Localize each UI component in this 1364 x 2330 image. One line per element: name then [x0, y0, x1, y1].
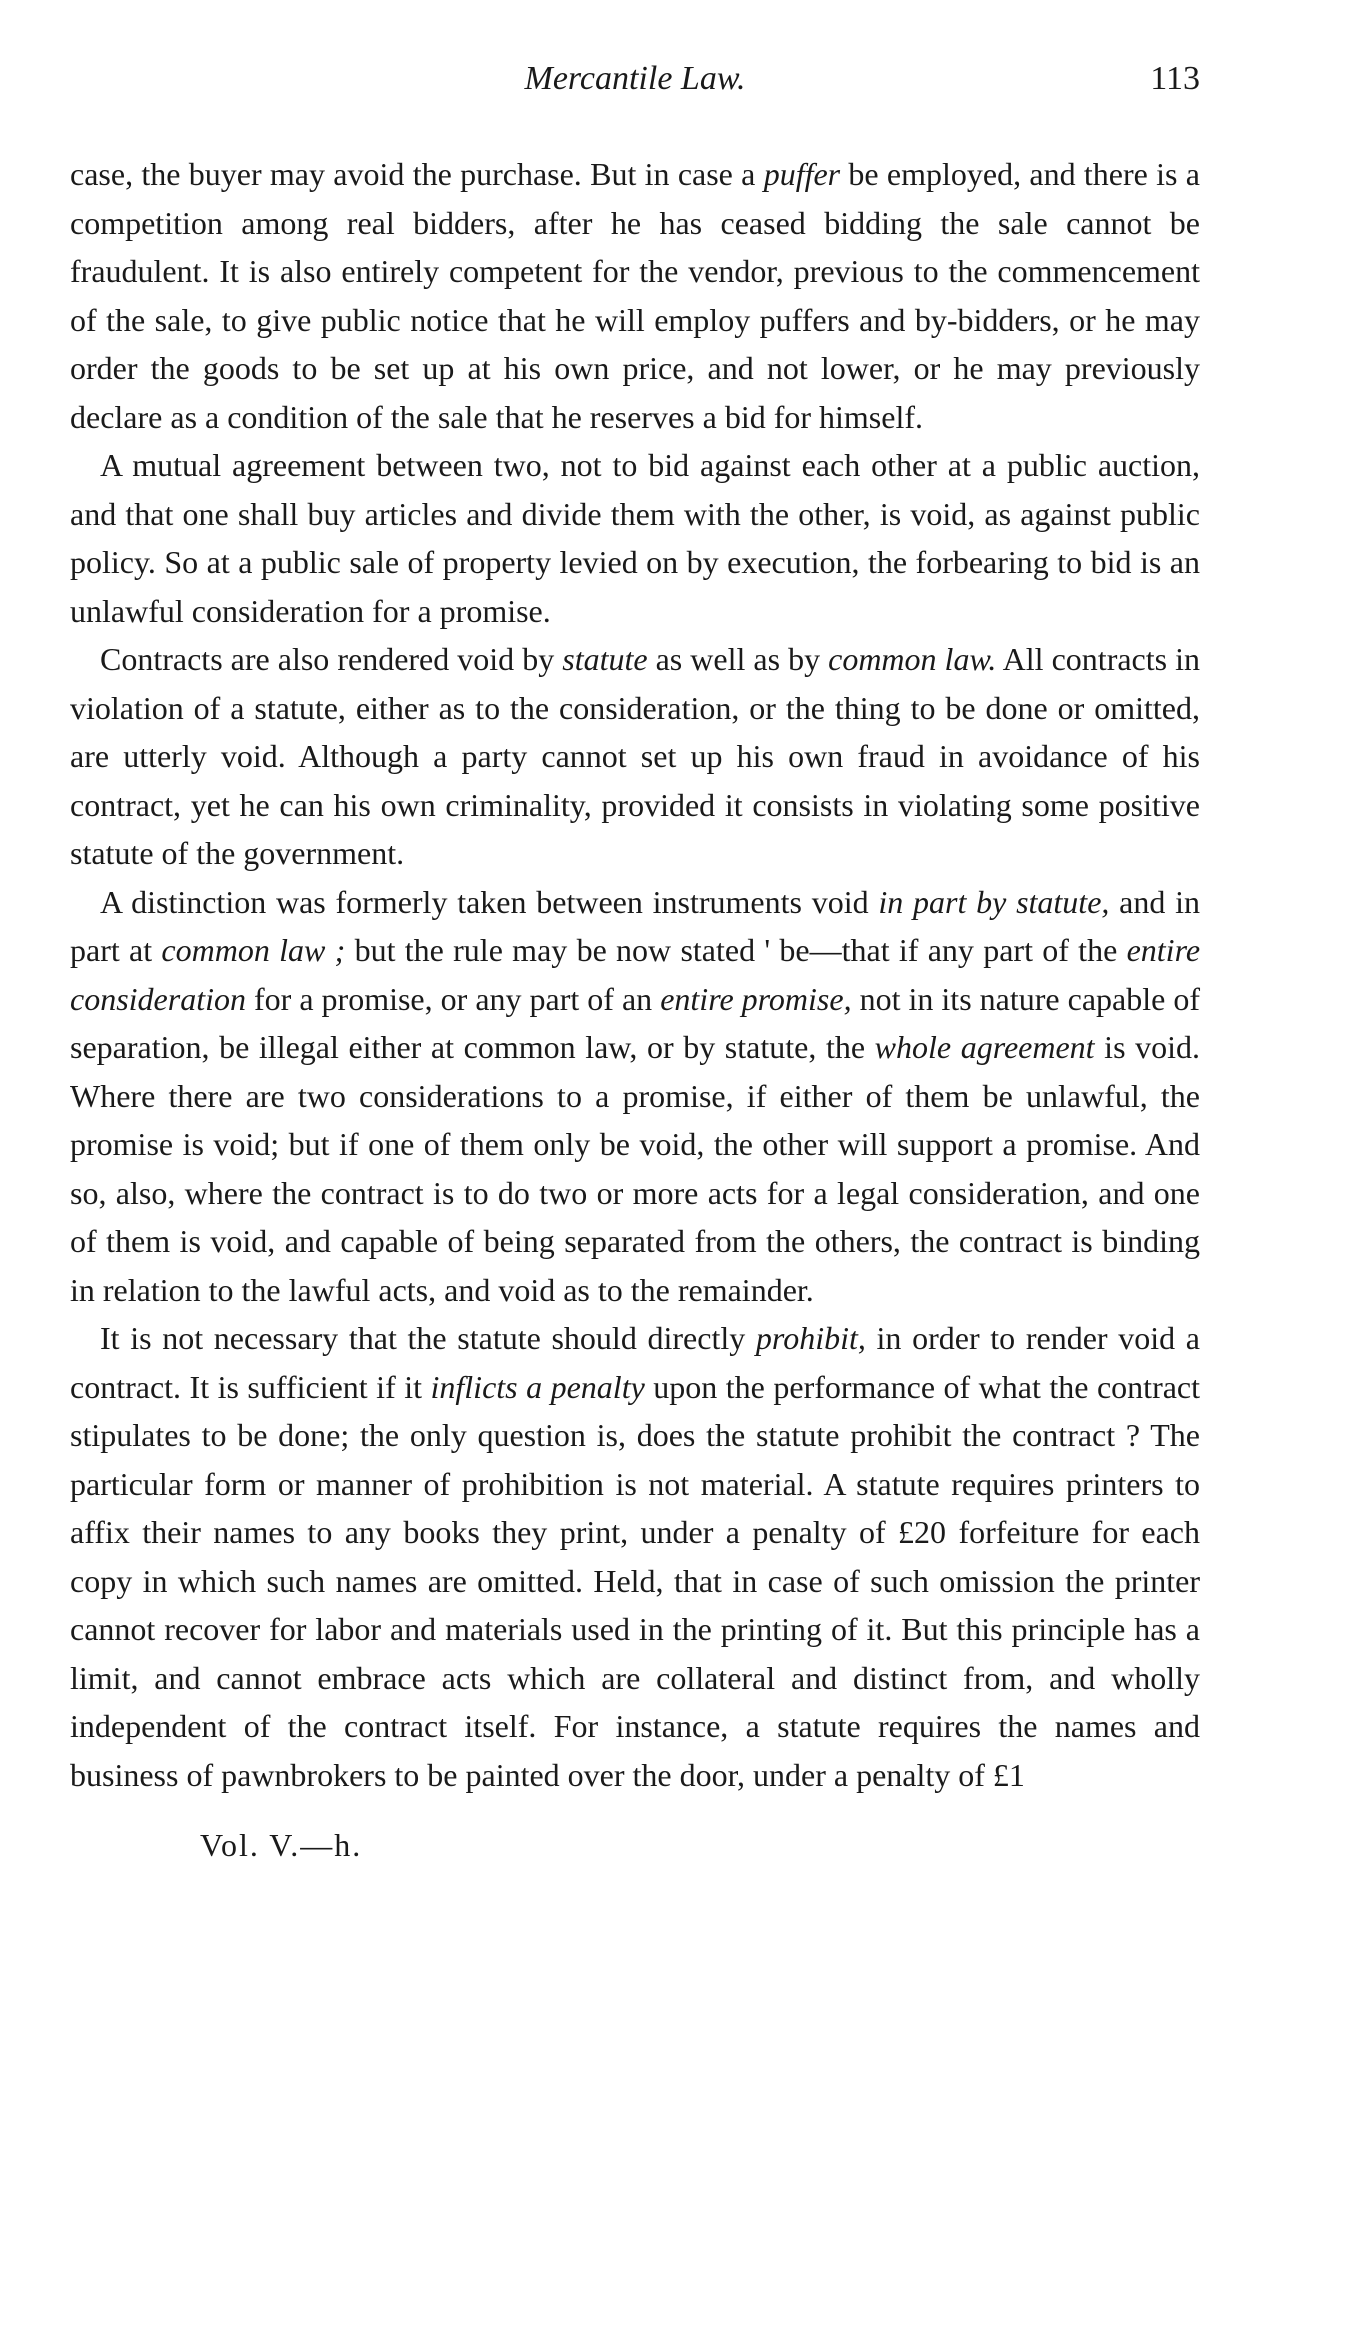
text-segment: Contracts are also rendered void by	[100, 641, 563, 677]
paragraph-2	[70, 441, 1200, 635]
paragraph-3	[70, 635, 1200, 878]
text-segment: upon the performance of what the contract stipulates to be done; the only question is, does the statute prohibit the contract ? The particular form or manner of prohibition is not material. A statute requires printers to affix their names to any books they print, under a penalty of £20 forfeiture for each copy in which such names are omitted. Held, that in case of such omission the printer cannot recover for labor and materials used in the printing of it. But this principle has a limit, and cannot embrace acts which are collateral and distinct from, and wholly independent of the contract itself. For instance, a statute requires the names and business of pawnbrokers to be painted over the door, under a penalty of £1	[70, 1368, 1201, 1793]
text-segment-italic: in part by statute,	[878, 883, 1110, 920]
running-title: Mercantile Law.	[524, 60, 746, 97]
text-segment: be employed, and there is a competition among real bidders, after he has ceased bidding the sale cannot be fraudulent. It is also entirely competent for the vendor, previous to the commencement of the sale, to give public notice that he will employ puffers and by-bidders, or he may order the goods to be set up at his own price, and not lower, or he may previously declare as a condition of the sale that he reserves a bid for himself.	[70, 156, 1201, 435]
text-segment: but the rule may be now stated ' be—that if any part of the	[345, 932, 1127, 968]
paragraph-4	[70, 878, 1200, 1315]
text-segment-italic: common law.	[828, 641, 997, 677]
text-segment: It is not necessary that the statute should directly	[100, 1320, 756, 1356]
text-segment: All contracts in violation of a statute, either as to the consideration, or the thing to be done or omitted, are utterly void. Although a party cannot set up his own fraud in avoidance of his contract, yet he can his own criminality, provided it consists in violating some positive statute of the government.	[70, 641, 1201, 871]
text-segment-italic: puffer	[763, 156, 841, 192]
text-segment: is void. Where there are two considerations to a promise, if either of them be unlawful, the promise is void; but if one of them only be void, the other will support a promise. And so, also, where the contract is to do two or more acts for a legal consideration, and one of them is void, and capable of being separated from the others, the contract is binding in relation to the lawful acts, and void as to the remainder.	[70, 1029, 1201, 1308]
text-segment: A mutual agreement between two, not to bid against each other at a public auction, and that one shall buy articles and divide them with the other, is void, as against public policy. So at a public sale of property levied on by execution, the forbearing to bid is an unlawful consideration for a promise.	[70, 447, 1200, 629]
text-segment-italic: common law ;	[161, 932, 346, 968]
text-segment-italic: entire consideration	[70, 932, 1201, 1017]
text-segment: not in its nature capable of separation, be illegal either at common law, or by statute, the	[70, 980, 1201, 1065]
signature-mark: Vol. V.—h.	[200, 1827, 363, 1863]
text-segment: case, the buyer may avoid the purchase. But in case a	[70, 156, 764, 192]
text-segment: as well as by	[647, 641, 829, 677]
paragraph-5	[70, 1314, 1200, 1799]
running-header	[70, 60, 1200, 120]
text-segment-italic: inflicts a penalty	[430, 1368, 645, 1405]
text-segment: in order to render void a contract. It is sufficient if it	[70, 1320, 1201, 1405]
paragraph-1	[70, 150, 1200, 441]
text-segment-italic: entire promise,	[660, 980, 852, 1017]
text-segment-italic: prohibit,	[755, 1320, 866, 1356]
body-text	[70, 150, 1200, 1799]
text-segment: and in part at	[70, 883, 1201, 968]
text-segment: for a promise, or any part of an	[245, 980, 661, 1017]
book-page	[70, 60, 1200, 1864]
text-segment-italic: statute	[562, 641, 648, 677]
page-number: 113	[1150, 60, 1200, 97]
text-segment-italic: whole agreement	[874, 1029, 1095, 1065]
text-segment: A distinction was formerly taken between instruments void	[100, 883, 879, 920]
